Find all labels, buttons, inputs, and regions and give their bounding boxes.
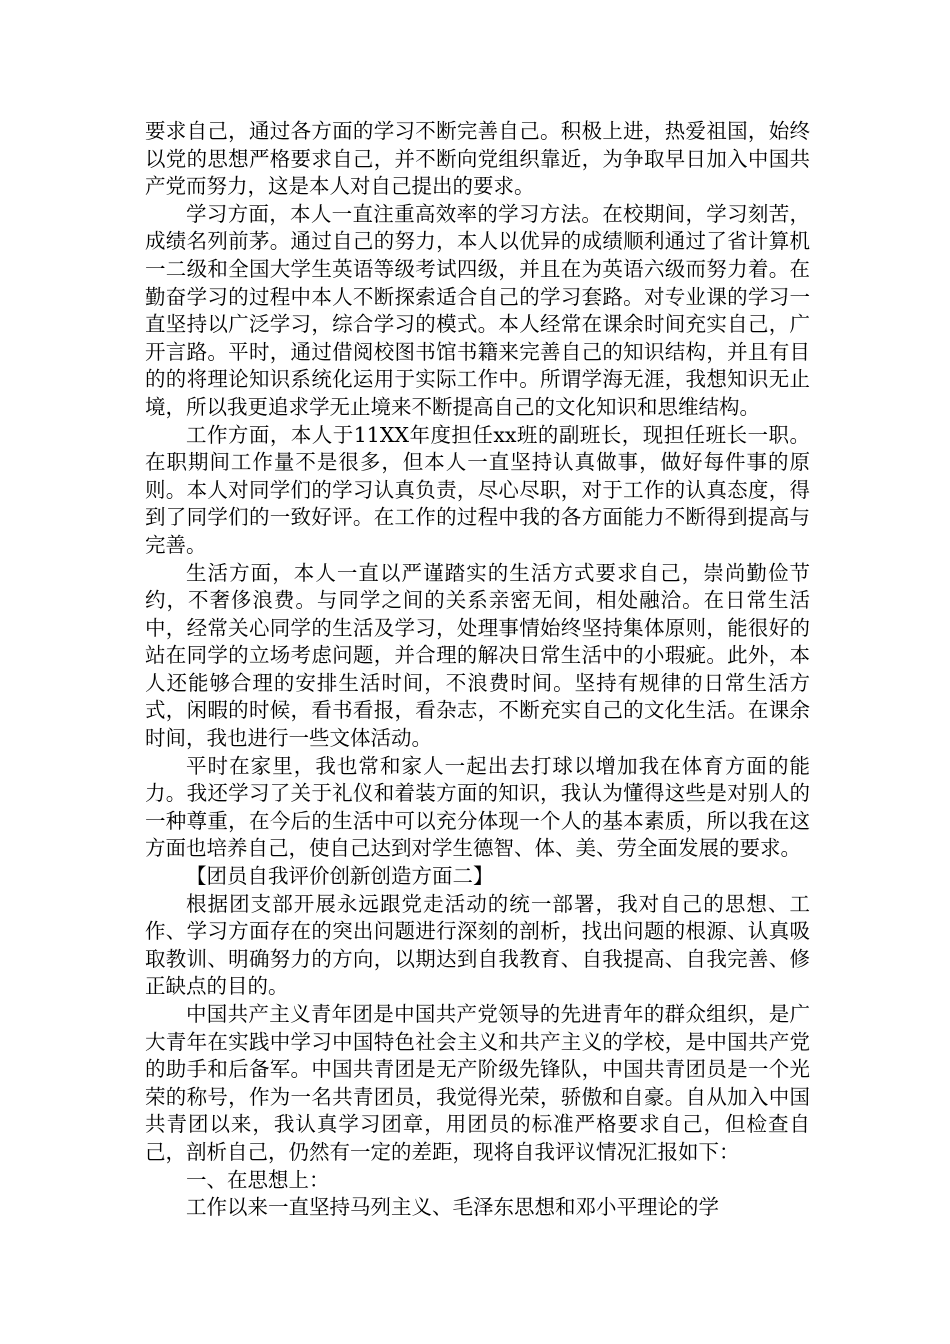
paragraph-home: 平时在家里，我也常和家人一起出去打球以增加我在体育方面的能力。我还学习了关于礼仪和着装方面的知识，我认为懂得这些是对别人的一种尊重，在今后的生活中可以充分体现一个人的基本素质，所以我在这方面也培养自己，使自己达到对学生德智、体、美、劳全面发展的要求。 (145, 753, 810, 861)
subheading-thought: 一、在思想上： (186, 1167, 330, 1192)
section-heading: 【团员自我评价创新创造方面二】 (186, 864, 494, 889)
paragraph-work: 工作方面，本人于11XX年度担任xx班的副班长，现担任班长一职。在职期间工作量不是很多，但本人一直坚持认真做事，做好每件事的原则。本人对同学们的学习认真负责，尽心尽职，对于工作的认真态度，得到了同学们的一致好评。在工作的过程中我的各方面能力不断得到提高与完善。 (145, 422, 810, 557)
paragraph-study: 学习方面，本人一直注重高效率的学习方法。在校期间，学习刻苦，成绩名列前茅。通过自己的努力，本人以优异的成绩顺利通过了省计算机一二级和全国大学生英语等级考试四级，并且在为英语六级而努力着。在勤奋学习的过程中本人不断探索适合自己的学习套路。对专业课的学习一直坚持以广泛学习，综合学习的模式。本人经常在课余时间充实自己，广开言路。平时，通过借阅校图书馆书籍来完善自己的知识结构，并且有目的的将理论知识系统化运用于实际工作中。所谓学海无涯，我想知识无止境，所以我更追求学无止境来不断提高自己的文化知识和思维结构。 (145, 201, 810, 419)
document-body (145, 118, 810, 1222)
paragraph-thought: 工作以来一直坚持马列主义、毛泽东思想和邓小平理论的学 (186, 1195, 719, 1220)
paragraph-intro: 根据团支部开展永远跟党走活动的统一部署，我对自己的思想、工作、学习方面存在的突出问题进行深刻的剖析，找出问题的根源、认真吸取教训、明确努力的方向，以期达到自我教育、自我提高、自我完善、修正缺点的目的。 (145, 891, 810, 999)
paragraph-league: 中国共产主义青年团是中国共产党领导的先进青年的群众组织，是广大青年在实践中学习中国特色社会主义和共产主义的学校，是中国共产党的助手和后备军。中国共青团是无产阶级先锋队，中国共青团员是一个光荣的称号，作为一名共青团员，我觉得光荣，骄傲和自豪。自从加入中国共青团以来，我认真学习团章，用团员的标准严格要求自己，但检查自己，剖析自己，仍然有一定的差距，现将自我评议情况汇报如下： (145, 1002, 810, 1164)
paragraph-1: 要求自己，通过各方面的学习不断完善自己。积极上进，热爱祖国，始终以党的思想严格要求自己，并不断向党组织靠近，为争取早日加入中国共产党而努力，这是本人对自己提出的要求。 (145, 119, 810, 199)
paragraph-life: 生活方面，本人一直以严谨踏实的生活方式要求自己，崇尚勤俭节约，不奢侈浪费。与同学之间的关系亲密无间，相处融洽。在日常生活中，经常关心同学的生活及学习，处理事情始终坚持集体原则，能很好的站在同学的立场考虑问题，并合理的解决日常生活中的小瑕疵。此外，本人还能够合理的安排生活时间，不浪费时间。坚持有规律的日常生活方式，闲暇的时候，看书看报，看杂志，不断充实自己的文化生活。在课余时间，我也进行一些文体活动。 (145, 560, 810, 751)
